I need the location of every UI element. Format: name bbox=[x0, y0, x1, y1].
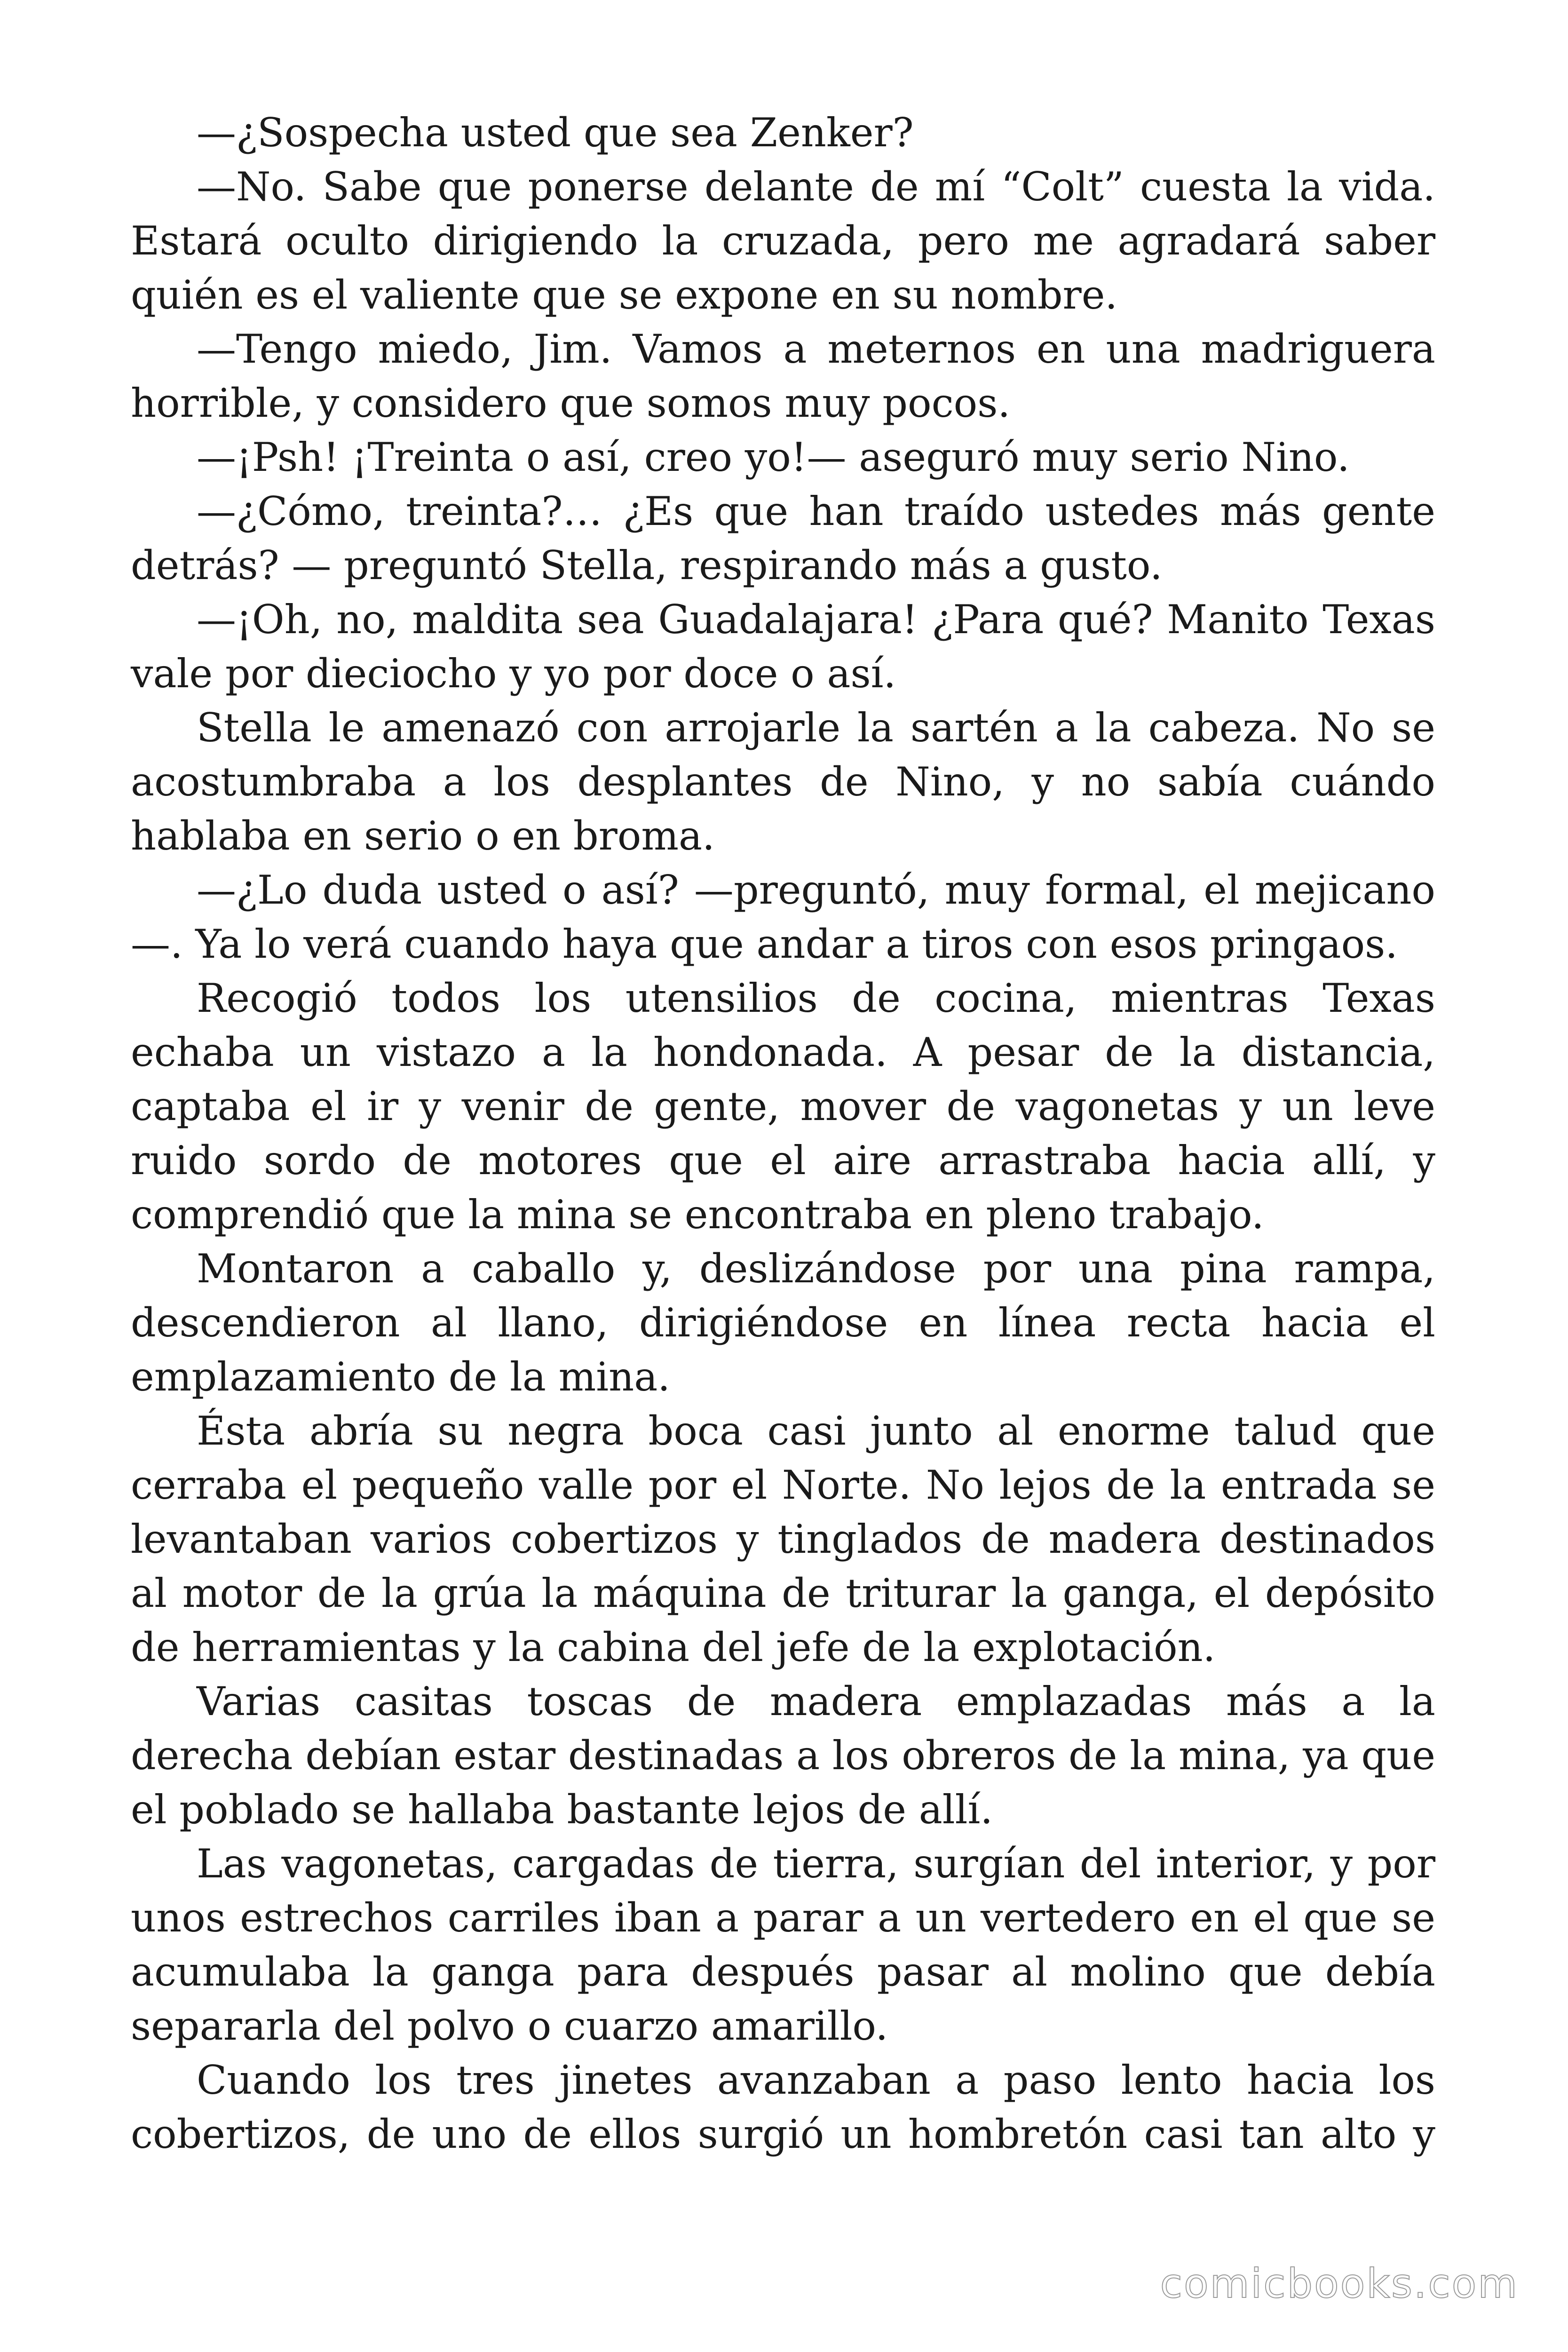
paragraph: Las vagonetas, cargadas de tierra, surgían del interior, y por unos estrechos carriles iban a parar a un vertedero en el que se acumulaba la ganga para después pasar al molino que debía separarla del polvo o cuarzo amarillo. bbox=[131, 1841, 1435, 2049]
paragraph: Stella le amenazó con arrojarle la sartén a la cabeza. No se acostumbraba a los desplantes de Nino, y no sabía cuándo hablaba en serio o en broma. bbox=[131, 705, 1435, 859]
body-text bbox=[131, 106, 1435, 2161]
paragraph: —¡Oh, no, maldita sea Guadalajara! ¿Para qué? Manito Texas vale por dieciocho y yo por doce o así. bbox=[131, 596, 1435, 697]
paragraph: Varias casitas toscas de madera emplazadas más a la derecha debían estar destinadas a los obreros de la mina, ya que el poblado se hallaba bastante lejos de allí. bbox=[131, 1678, 1435, 1833]
paragraph: —¿Sospecha usted que sea Zenker? bbox=[197, 110, 914, 156]
paragraph: Cuando los tres jinetes avanzaban a paso lento hacia los cobertizos, de uno de ellos surgió un hombretón casi tan alto y bbox=[131, 2057, 1435, 2157]
watermark-logo: comicbooks.com bbox=[1160, 2260, 1519, 2307]
paragraph: Recogió todos los utensilios de cocina, mientras Texas echaba un vistazo a la hondonada. A pesar de la distancia, captaba el ir y venir de gente, mover de vagonetas y un leve ruido sordo de motores que el aire arrastraba hacia allí, y comprendió que la mina se encontraba en pleno trabajo. bbox=[131, 975, 1435, 1238]
paragraph: —¿Cómo, treinta?… ¿Es que han traído ustedes más gente detrás? — preguntó Stella, respirando más a gusto. bbox=[131, 488, 1435, 588]
paragraph: Montaron a caballo y, deslizándose por una pina rampa, descendieron al llano, dirigiéndose en línea recta hacia el emplazamiento de la mina. bbox=[131, 1246, 1435, 1400]
paragraph: —¿Lo duda usted o así? —preguntó, muy formal, el mejicano—. Ya lo verá cuando haya que andar a tiros con esos pringaos. bbox=[131, 867, 1435, 967]
paragraph: —¡Psh! ¡Treinta o así, creo yo!— aseguró muy serio Nino. bbox=[197, 434, 1350, 480]
paragraph: —Tengo miedo, Jim. Vamos a meternos en una madriguera horrible, y considero que somos muy pocos. bbox=[131, 326, 1435, 426]
paragraph: Ésta abría su negra boca casi junto al enorme talud que cerraba el pequeño valle por el Norte. No lejos de la entrada se levantaban varios cobertizos y tinglados de madera destinados al motor de la grúa la máquina de triturar la ganga, el depósito de herramientas y la cabina del jefe de la explotación. bbox=[131, 1408, 1435, 1670]
paragraph: —No. Sabe que ponerse delante de mí “Colt” cuesta la vida. Estará oculto dirigiendo la cruzada, pero me agradará saber quién es el valiente que se expone en su nombre. bbox=[131, 164, 1435, 318]
